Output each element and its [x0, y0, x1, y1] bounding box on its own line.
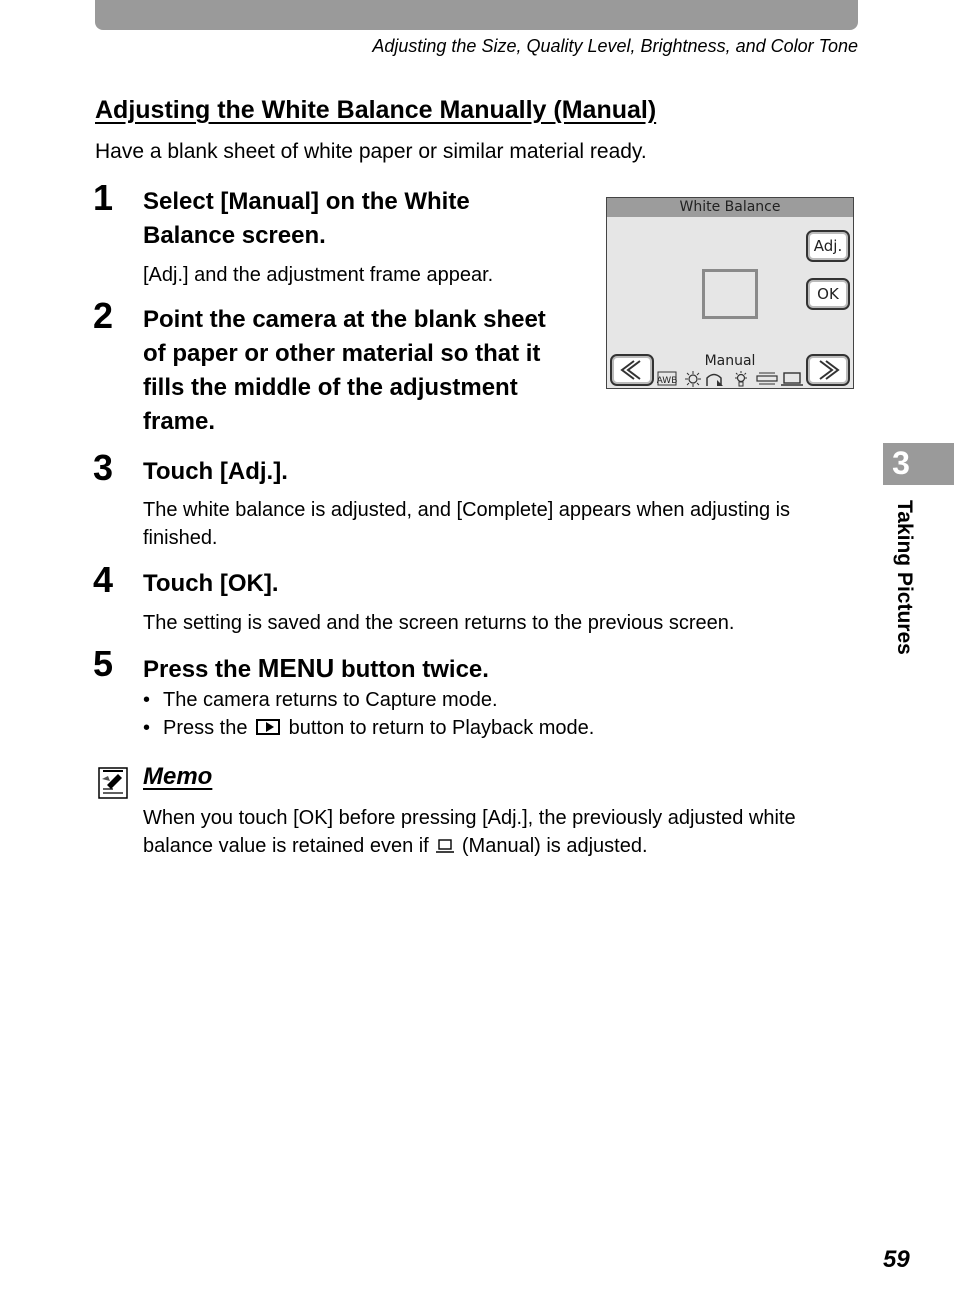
double-chevron-left-icon	[612, 356, 652, 384]
step-4-title: Touch [OK].	[143, 570, 279, 597]
step-3-body-line: The white balance is adjusted, and [Complete] appears when adjusting is	[143, 499, 791, 521]
prev-arrow-button[interactable]	[610, 354, 654, 386]
section-title: Adjusting the White Balance Manually (Manual)	[95, 96, 657, 124]
step-5-title-pre: Press the	[143, 656, 258, 683]
chapter-label	[890, 500, 920, 700]
step-4-body: The setting is saved and the screen returns to the previous screen.	[143, 612, 735, 634]
step-5-number: 5	[93, 643, 114, 684]
svg-text:AWB: AWB	[657, 376, 678, 386]
step-1-number: 1	[93, 177, 114, 218]
playback-icon	[256, 719, 280, 735]
step-1-title-line: Balance screen.	[143, 222, 326, 249]
manual-wb-icon	[436, 838, 454, 854]
next-arrow-button[interactable]	[806, 354, 850, 386]
step-2-title-line: fills the middle of the adjustment	[143, 374, 518, 401]
bullet-text: The camera returns to Capture mode.	[163, 689, 498, 711]
fluorescent-icon	[757, 373, 777, 384]
step-3-body	[143, 496, 790, 552]
step-2-title-line: Point the camera at the blank sheet	[143, 306, 546, 333]
adjustment-frame	[702, 269, 758, 319]
memo-icon	[98, 767, 128, 799]
step-2-title-line: of paper or other material so that it	[143, 340, 541, 367]
tungsten-icon	[735, 371, 747, 386]
step-1-title-line: Select [Manual] on the White	[143, 188, 470, 215]
shade-icon	[707, 375, 723, 387]
white-balance-screen	[606, 197, 854, 389]
page-number: 59	[883, 1246, 910, 1273]
step-5-title-post: button twice.	[334, 656, 489, 683]
bullet-text: button to return to Playback mode.	[288, 717, 595, 739]
header-bar	[95, 0, 858, 30]
step-3-body-line: finished.	[143, 527, 218, 549]
daylight-icon	[685, 371, 701, 387]
bullet-text: Press the	[163, 717, 248, 739]
chapter-tab	[883, 443, 954, 485]
step-3-number: 3	[93, 447, 114, 488]
memo-text: (Manual) is adjusted.	[461, 835, 648, 857]
manual-icon	[781, 373, 803, 385]
list-item: • The camera returns to Capture mode.	[143, 689, 498, 711]
step-5-title	[143, 651, 489, 687]
chapter-label-text: Taking Pictures	[893, 500, 916, 655]
list-item: • Press the button to return to Playback mode.	[143, 717, 595, 739]
step-2-number: 2	[93, 295, 114, 336]
step-1-title	[143, 185, 470, 253]
step-1-body: [Adj.] and the adjustment frame appear.	[143, 264, 494, 286]
awb-icon	[657, 372, 677, 386]
step-4-number: 4	[93, 559, 114, 600]
wb-mode-strip	[657, 370, 805, 387]
menu-button-label: MENU	[257, 653, 335, 683]
screen-title: White Balance	[607, 198, 853, 217]
memo-body	[143, 804, 858, 860]
adj-button[interactable]: Adj.	[806, 230, 850, 262]
chapter-number: 3	[892, 445, 910, 481]
memo-title: Memo	[143, 763, 213, 790]
double-chevron-right-icon	[808, 356, 848, 384]
step-2-title	[143, 303, 546, 439]
section-intro: Have a blank sheet of white paper or similar material ready.	[95, 140, 647, 163]
memo-text: When you touch [OK] before pressing [Adj.], the previously adjusted white balance value is retained even if	[143, 807, 796, 857]
step-5-bullets	[143, 686, 594, 742]
running-head: Adjusting the Size, Quality Level, Brightness, and Color Tone	[372, 36, 858, 56]
step-2-title-line: frame.	[143, 408, 216, 435]
ok-button[interactable]: OK	[806, 278, 850, 310]
mode-label: Manual	[704, 353, 756, 369]
step-3-title: Touch [Adj.].	[143, 458, 288, 485]
